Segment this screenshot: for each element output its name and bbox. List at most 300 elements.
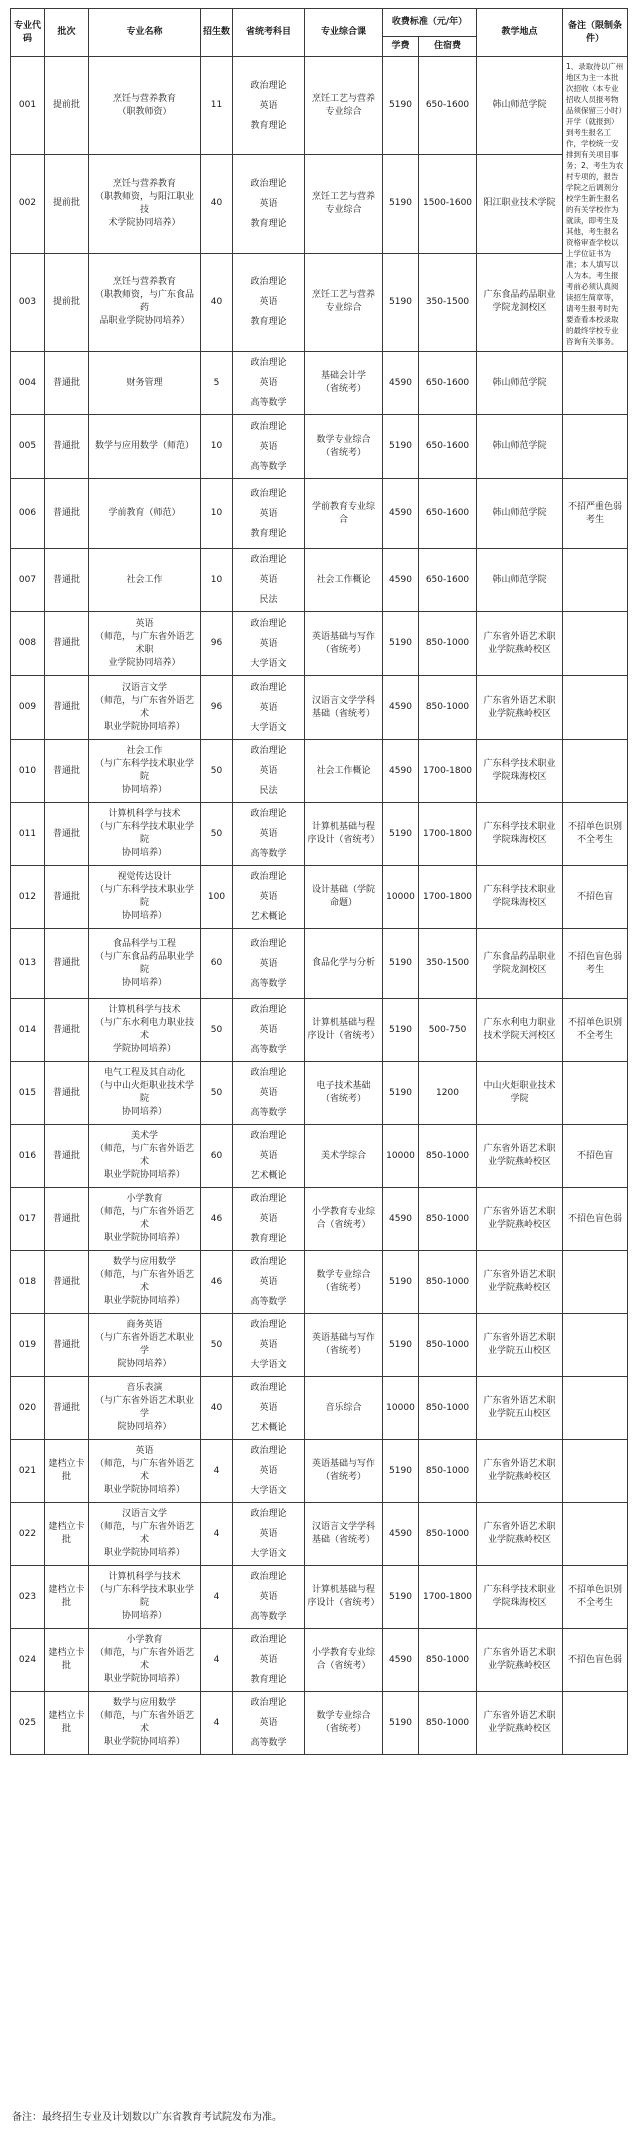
cell-subjects (233, 1377, 305, 1440)
cell-comprehensive-line: 英语基础与写作 (311, 1333, 375, 1343)
cell-subjects-line: 英语 (259, 1655, 278, 1665)
cell-subjects-line: 政治理论 (250, 1068, 287, 1078)
cell-major-line: 美术学 (130, 1131, 158, 1141)
table-row (11, 1692, 628, 1755)
cell-lodging: 850-1000 (419, 1629, 477, 1692)
cell-comprehensive-line: 计算机基础与程 (311, 822, 375, 832)
cell-quota: 60 (201, 929, 233, 999)
cell-code: 017 (11, 1188, 45, 1251)
cell-major (89, 1062, 201, 1125)
table-body (11, 57, 628, 1755)
cell-location (477, 549, 563, 612)
cell-remark (563, 1692, 628, 1755)
cell-code: 016 (11, 1125, 45, 1188)
cell-major-line: 协同培养） (121, 911, 167, 921)
cell-subjects (233, 1314, 305, 1377)
cell-remark: 不招色盲 (563, 1125, 628, 1188)
cell-lodging: 1700-1800 (419, 803, 477, 866)
cell-subjects-line: 英语 (259, 1025, 278, 1035)
cell-location-line: 广东省外语艺术职 (483, 1333, 556, 1343)
cell-code: 023 (11, 1566, 45, 1629)
cell-major (89, 740, 201, 803)
table-row (11, 999, 628, 1062)
cell-comprehensive (305, 1377, 383, 1440)
cell-comprehensive-line: 英语基础与写作 (311, 1459, 375, 1469)
cell-quota: 40 (201, 1377, 233, 1440)
cell-comprehensive (305, 1251, 383, 1314)
cell-comprehensive (305, 740, 383, 803)
cell-major (89, 1188, 201, 1251)
cell-location-line: 业学院燕岭校区 (488, 1661, 552, 1671)
cell-comprehensive-line: 合 (338, 514, 348, 525)
cell-comprehensive (305, 1125, 383, 1188)
cell-location (477, 740, 563, 803)
cell-tuition: 4590 (383, 1188, 419, 1251)
table-row (11, 253, 628, 351)
cell-location-line: 业学院燕岭校区 (488, 1283, 552, 1293)
cell-subjects-line: 英语 (259, 766, 278, 776)
cell-tuition: 5190 (383, 1692, 419, 1755)
cell-subjects-line: 英语 (259, 1718, 278, 1728)
cell-batch: 建档立卡批 (45, 1629, 89, 1692)
footnote: 备注：最终招生专业及计划数以广东省教育考试院发布为准。 (12, 2112, 282, 2123)
cell-remark: 不招色盲色弱 (563, 1629, 628, 1692)
table-row (11, 1440, 628, 1503)
cell-major (89, 1566, 201, 1629)
cell-comprehensive-line: 基础会计学 (320, 371, 366, 381)
cell-code: 001 (11, 57, 45, 155)
cell-location-line: 韩山师范学院 (492, 100, 547, 111)
cell-subjects-line: 大学语文 (250, 1486, 287, 1496)
cell-batch: 普通批 (45, 803, 89, 866)
cell-major-line: （与广东科学技术职业学院 (94, 822, 194, 845)
cell-remark: 不招色盲色弱 (563, 1188, 628, 1251)
cell-quota: 5 (201, 352, 233, 415)
cell-location-line: 广东省外语艺术职 (483, 1522, 556, 1532)
cell-subjects-line: 英语 (259, 441, 278, 452)
cell-remark (563, 352, 628, 415)
cell-major-line: 协同培养） (121, 848, 167, 858)
cell-major-line: 职业学院协同培养） (103, 1674, 185, 1684)
cell-major-line: 院协同培养） (117, 1359, 172, 1369)
cell-remark: 不招单色识别不全考生 (563, 803, 628, 866)
cell-subjects-line: 教育理论 (250, 218, 287, 229)
cell-major (89, 1503, 201, 1566)
cell-subjects-line: 英语 (259, 1088, 278, 1098)
cell-subjects (233, 57, 305, 155)
cell-major-line: 职业学院协同培养） (103, 1548, 185, 1558)
cell-subjects-line: 政治理论 (250, 421, 287, 432)
cell-major-line: 品职业学院协同培养） (99, 316, 190, 327)
cell-major-line: （与广东省外语艺术职业学 (94, 1396, 194, 1419)
cell-major (89, 1314, 201, 1377)
cell-comprehensive (305, 479, 383, 549)
cell-location (477, 1125, 563, 1188)
cell-subjects (233, 612, 305, 676)
cell-major-line: （与广东食品药品职业学院 (94, 951, 194, 975)
table-row (11, 1251, 628, 1314)
cell-comprehensive (305, 415, 383, 479)
cell-subjects-line: 英语 (259, 958, 278, 969)
cell-tuition: 5190 (383, 1566, 419, 1629)
cell-comprehensive-line: 专业综合 (325, 303, 362, 314)
header-location: 教学地点 (477, 9, 563, 57)
cell-major-line: （与广东水利电力职业技术 (94, 1018, 194, 1041)
cell-tuition: 5190 (383, 57, 419, 155)
cell-major-line: 数学与应用数学（师范） (94, 441, 194, 451)
cell-remark (563, 549, 628, 612)
cell-location (477, 866, 563, 929)
cell-remark (563, 676, 628, 740)
cell-quota: 50 (201, 740, 233, 803)
cell-location-line: 学院珠海校区 (492, 835, 547, 845)
cell-major-line: 汉语言文学 (121, 1509, 167, 1519)
cell-subjects-line: 英语 (259, 702, 278, 713)
cell-code: 015 (11, 1062, 45, 1125)
cell-comprehensive-line: 汉语言文学学科 (311, 1522, 375, 1532)
header-code: 专业代码 (11, 9, 45, 57)
cell-subjects-line: 政治理论 (250, 938, 287, 949)
cell-remark (563, 1377, 628, 1440)
cell-comprehensive (305, 155, 383, 253)
cell-quota: 40 (201, 253, 233, 351)
cell-code: 007 (11, 549, 45, 612)
cell-remark (563, 740, 628, 803)
cell-subjects (233, 1251, 305, 1314)
cell-subjects (233, 803, 305, 866)
cell-remark (563, 1440, 628, 1503)
cell-location-line: 业学院燕岭校区 (488, 1472, 552, 1482)
cell-major-line: 计算机科学与技术 (108, 1572, 181, 1582)
cell-batch: 普通批 (45, 1314, 89, 1377)
cell-subjects-line: 大学语文 (250, 722, 287, 733)
cell-subjects-line: 政治理论 (250, 178, 287, 189)
cell-tuition: 5190 (383, 155, 419, 253)
cell-subjects-line: 政治理论 (250, 1572, 287, 1582)
cell-major-line: 职业学院协同培养） (103, 1296, 185, 1306)
cell-subjects-line: 政治理论 (250, 1509, 287, 1519)
cell-subjects-line: 政治理论 (250, 1131, 287, 1141)
cell-major-line: 英语 (135, 618, 154, 629)
cell-quota: 4 (201, 1503, 233, 1566)
cell-major-line: 小学教育 (126, 1635, 163, 1645)
cell-batch: 普通批 (45, 999, 89, 1062)
cell-subjects-line: 英语 (259, 1403, 278, 1413)
cell-location-line: 技术学院天河校区 (483, 1031, 556, 1041)
cell-major (89, 676, 201, 740)
cell-major-line: （职教师资） (117, 106, 172, 117)
cell-major-line: 协同培养） (121, 977, 167, 988)
cell-major-line: （师范，与广东省外语艺术 (94, 1648, 194, 1671)
cell-major-line: 职业学院协同培养） (103, 1233, 185, 1243)
cell-major-line: （师范，与广东省外语艺术 (94, 695, 194, 719)
cell-location-line: 韩山师范学院 (492, 508, 547, 518)
cell-tuition: 5190 (383, 929, 419, 999)
cell-batch: 普通批 (45, 740, 89, 803)
cell-comprehensive-line: （省统考） (320, 447, 366, 458)
cell-batch: 建档立卡批 (45, 1566, 89, 1629)
cell-major (89, 999, 201, 1062)
cell-quota: 60 (201, 1125, 233, 1188)
cell-tuition: 4590 (383, 1629, 419, 1692)
cell-lodging: 1700-1800 (419, 866, 477, 929)
cell-subjects-line: 大学语文 (250, 1549, 287, 1559)
cell-comprehensive-line: 电子技术基础 (316, 1081, 371, 1091)
cell-batch: 普通批 (45, 1125, 89, 1188)
cell-lodging: 1700-1800 (419, 1566, 477, 1629)
cell-major-line: 协同培养） (121, 785, 167, 795)
cell-location (477, 1062, 563, 1125)
cell-comprehensive (305, 57, 383, 155)
cell-remark: 不招单色识别不全考生 (563, 1566, 628, 1629)
cell-comprehensive (305, 999, 383, 1062)
cell-major (89, 1377, 201, 1440)
cell-comprehensive-line: （省统考） (320, 1724, 366, 1734)
cell-quota: 96 (201, 676, 233, 740)
cell-location (477, 612, 563, 676)
cell-major-line: 英语 (135, 1446, 154, 1456)
cell-location (477, 1566, 563, 1629)
table-row (11, 803, 628, 866)
cell-major-line: 业学院协同培养） (108, 657, 181, 668)
cell-comprehensive-line: 英语基础与写作 (311, 631, 375, 642)
cell-tuition: 5190 (383, 415, 419, 479)
cell-remark: 不招严重色弱考生 (563, 479, 628, 549)
cell-code: 005 (11, 415, 45, 479)
cell-major-line: （与中山火炬职业技术学院 (94, 1081, 194, 1104)
cell-major-line: 烹饪与营养教育 (112, 178, 176, 189)
cell-subjects-line: 英语 (259, 1340, 278, 1350)
table-row (11, 479, 628, 549)
cell-subjects-line: 英语 (259, 1529, 278, 1539)
cell-location-line: 学院珠海校区 (492, 772, 547, 782)
enrollment-table (10, 8, 628, 1755)
cell-major-line: （师范，与广东省外语艺术 (94, 1144, 194, 1167)
cell-location-line: 学院龙洞校区 (492, 303, 547, 314)
cell-subjects-line: 高等数学 (250, 1108, 287, 1118)
cell-code: 022 (11, 1503, 45, 1566)
cell-comprehensive (305, 1503, 383, 1566)
cell-comprehensive-line: （省统考） (320, 1472, 366, 1482)
header-lodging: 住宿费 (419, 37, 477, 57)
cell-major (89, 1251, 201, 1314)
cell-comprehensive-line: 计算机基础与程 (311, 1585, 375, 1595)
cell-major-line: 电气工程及其自动化 (103, 1068, 185, 1078)
cell-remark (563, 1314, 628, 1377)
cell-comprehensive (305, 253, 383, 351)
cell-comprehensive (305, 1440, 383, 1503)
cell-location-line: 阳江职业技术学院 (483, 198, 556, 209)
cell-location (477, 1377, 563, 1440)
table-row (11, 155, 628, 253)
cell-subjects-line: 政治理论 (250, 1446, 287, 1456)
cell-location-line: 业学院五山校区 (488, 1346, 552, 1356)
cell-location-line: 业学院燕岭校区 (488, 1535, 552, 1545)
cell-comprehensive-line: 设计基础（学院 (311, 885, 375, 895)
cell-subjects-line: 教育理论 (250, 317, 287, 328)
cell-location-line: 广东科学技术职业 (483, 1585, 556, 1595)
cell-subjects-line: 政治理论 (250, 1383, 287, 1393)
cell-major-line: 数学与应用数学 (112, 1698, 176, 1708)
cell-subjects (233, 866, 305, 929)
cell-location (477, 352, 563, 415)
cell-lodging: 350-1500 (419, 253, 477, 351)
cell-major-line: 协同培养） (121, 1107, 167, 1117)
cell-major-line: （职教师资，与阳江职业技 (94, 191, 194, 215)
cell-remark: 不招色盲 (563, 866, 628, 929)
cell-lodging: 850-1000 (419, 1440, 477, 1503)
cell-comprehensive (305, 612, 383, 676)
cell-quota: 50 (201, 1314, 233, 1377)
cell-major-line: 数学与应用数学 (112, 1257, 176, 1267)
cell-quota: 40 (201, 155, 233, 253)
cell-code: 014 (11, 999, 45, 1062)
cell-subjects (233, 740, 305, 803)
cell-tuition: 10000 (383, 1125, 419, 1188)
cell-major-line: （与广东科学技术职业学院 (94, 759, 194, 782)
cell-subjects-line: 英语 (259, 1592, 278, 1602)
cell-major-line: 烹饪与营养教育 (112, 93, 176, 104)
cell-subjects-line: 教育理论 (250, 528, 287, 539)
cell-tuition: 5190 (383, 1062, 419, 1125)
cell-major (89, 1440, 201, 1503)
cell-quota: 11 (201, 57, 233, 155)
cell-location-line: 韩山师范学院 (492, 377, 547, 388)
cell-batch: 普通批 (45, 352, 89, 415)
cell-lodging: 650-1600 (419, 352, 477, 415)
cell-remark (563, 1251, 628, 1314)
cell-batch: 建档立卡批 (45, 1692, 89, 1755)
cell-subjects-line: 政治理论 (250, 618, 287, 629)
header-comprehensive: 专业综合课 (305, 9, 383, 57)
cell-lodging: 850-1000 (419, 1503, 477, 1566)
cell-quota: 10 (201, 479, 233, 549)
cell-major-line: 烹饪与营养教育 (112, 277, 176, 288)
cell-major (89, 1629, 201, 1692)
cell-lodging: 650-1600 (419, 479, 477, 549)
cell-comprehensive (305, 549, 383, 612)
cell-lodging: 1200 (419, 1062, 477, 1125)
cell-comprehensive-line: 小学教育专业综 (311, 1207, 375, 1217)
table-row (11, 929, 628, 999)
cell-subjects-line: 艺术概论 (250, 912, 287, 922)
cell-major-line: 职业学院协同培养） (103, 1737, 185, 1747)
cell-major-line: 音乐表演 (126, 1383, 163, 1393)
cell-location-line: 广东食品药品职业 (483, 951, 556, 962)
cell-subjects-line: 政治理论 (250, 1320, 287, 1330)
cell-subjects-line: 政治理论 (250, 1635, 287, 1645)
cell-comprehensive-line: 美术学综合 (320, 1150, 366, 1161)
cell-location-line: 广东食品药品职业 (483, 290, 556, 301)
cell-location (477, 155, 563, 253)
cell-quota: 46 (201, 1251, 233, 1314)
cell-location (477, 929, 563, 999)
header-fee-group: 收费标准（元/年） (383, 9, 477, 37)
cell-comprehensive-line: （省统考） (320, 1346, 366, 1356)
cell-lodging: 850-1000 (419, 1377, 477, 1440)
cell-subjects-line: 政治理论 (250, 809, 287, 819)
cell-code: 006 (11, 479, 45, 549)
cell-comprehensive (305, 1692, 383, 1755)
cell-location (477, 999, 563, 1062)
cell-major (89, 57, 201, 155)
cell-location-line: 广东水利电力职业 (483, 1018, 556, 1028)
cell-code: 008 (11, 612, 45, 676)
cell-tuition: 4590 (383, 479, 419, 549)
cell-tuition: 4590 (383, 549, 419, 612)
cell-location-line: 广东科学技术职业 (483, 759, 556, 769)
cell-subjects-line: 政治理论 (250, 746, 287, 756)
cell-major (89, 1125, 201, 1188)
cell-comprehensive-line: 食品化学与分析 (311, 958, 375, 968)
cell-location (477, 1440, 563, 1503)
cell-tuition: 5190 (383, 612, 419, 676)
cell-tuition: 5190 (383, 1251, 419, 1314)
cell-batch: 提前批 (45, 155, 89, 253)
cell-comprehensive (305, 1062, 383, 1125)
cell-subjects-line: 英语 (259, 892, 278, 902)
cell-comprehensive-line: 专业综合 (325, 204, 362, 215)
cell-quota: 46 (201, 1188, 233, 1251)
cell-comprehensive-line: 专业综合 (325, 106, 362, 117)
cell-major-line: 术学院协同培养） (108, 217, 181, 228)
cell-quota: 50 (201, 999, 233, 1062)
cell-subjects-line: 教育理论 (250, 1675, 287, 1685)
cell-comprehensive-line: 数学专业综合 (316, 1270, 371, 1280)
cell-location-line: 学院 (510, 1094, 529, 1104)
cell-subjects-line: 政治理论 (250, 80, 287, 91)
cell-major (89, 549, 201, 612)
cell-major-line: 计算机科学与技术 (108, 809, 181, 819)
cell-subjects-line: 高等数学 (250, 398, 287, 408)
cell-subjects (233, 155, 305, 253)
cell-subjects-line: 英语 (259, 575, 278, 585)
cell-comprehensive-line: 数学专业综合 (316, 1711, 371, 1721)
cell-location-line: 学院龙洞校区 (492, 964, 547, 975)
cell-comprehensive (305, 1188, 383, 1251)
cell-major (89, 612, 201, 676)
cell-subjects-line: 高等数学 (250, 849, 287, 859)
cell-comprehensive-line: （省统考） (320, 1283, 366, 1293)
cell-notes: 1、录取待以广州地区为主一本批次招收（本专业招收人员报考物品须保留三小时）开学（就报到）到考生报名工作，学校统一安排到有关项目事务；2、考生为农村专项的，报告学院之后调剂分校学生新生报名的有关学校作为就读，即考生及其他，考生报名资格审查学校以上学位证书为准；本人填写以人为本。考生报考前必须认真阅读招生简章等，请考生报考时先要查看本校录取的最终学校专业咨询有关事务。 (563, 57, 628, 352)
cell-location (477, 479, 563, 549)
cell-subjects (233, 1629, 305, 1692)
cell-lodging: 650-1600 (419, 415, 477, 479)
header-batch: 批次 (45, 9, 89, 57)
cell-comprehensive-line: 基础（省统考） (311, 708, 375, 719)
cell-subjects-line: 民法 (259, 595, 278, 605)
cell-major-line: （职教师资，与广东食品药 (94, 290, 194, 314)
cell-subjects-line: 政治理论 (250, 1257, 287, 1267)
cell-major-line: 小学教育 (126, 1194, 163, 1204)
cell-location-line: 广东省外语艺术职 (483, 1648, 556, 1658)
cell-subjects-line: 英语 (259, 1151, 278, 1161)
cell-batch: 普通批 (45, 1062, 89, 1125)
cell-major-line: 职业学院协同培养） (103, 1485, 185, 1495)
cell-subjects-line: 英语 (259, 508, 278, 519)
cell-location-line: 广东省外语艺术职 (483, 1207, 556, 1217)
cell-major-line: 视觉传达设计 (117, 872, 172, 882)
cell-major-line: （与广东省外语艺术职业学 (94, 1333, 194, 1356)
cell-comprehensive (305, 1314, 383, 1377)
cell-comprehensive-line: 计算机基础与程 (311, 1018, 375, 1028)
cell-comprehensive (305, 866, 383, 929)
cell-remark (563, 1503, 628, 1566)
cell-major-line: （师范，与广东省外语艺术 (94, 1459, 194, 1482)
table-row (11, 549, 628, 612)
cell-comprehensive (305, 676, 383, 740)
cell-quota: 4 (201, 1629, 233, 1692)
